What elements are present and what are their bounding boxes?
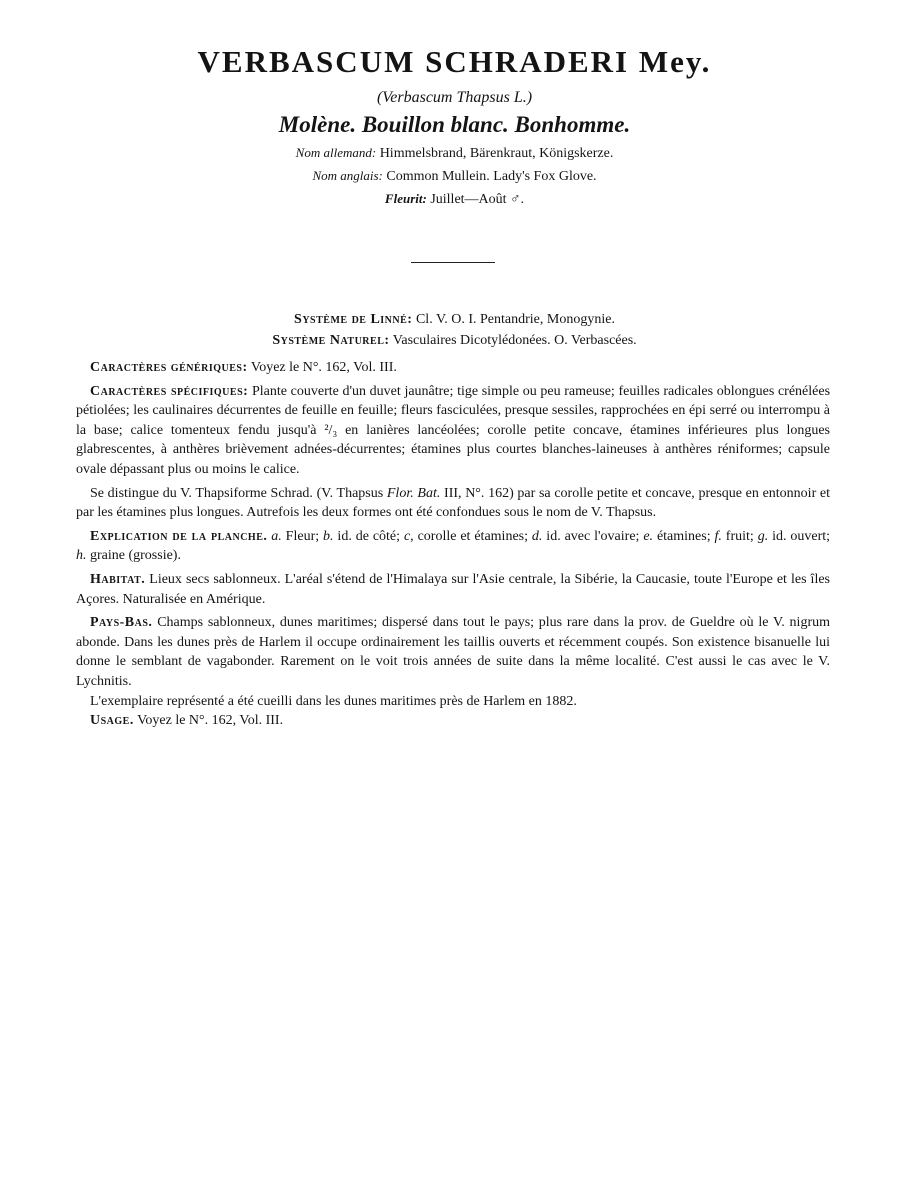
usage-paragraph — [76, 711, 830, 731]
english-name-label: Nom anglais: — [312, 168, 383, 183]
distinction-text-before: Se distingue du V. Thapsiforme Schrad. (V. Thapsus — [90, 485, 384, 501]
german-name-label: Nom allemand: — [295, 145, 377, 160]
plate-item-letter: c, — [403, 528, 414, 544]
synonym: (Verbascum Thapsus L.) — [376, 89, 533, 106]
linne-label: Système de Linné: — [294, 312, 413, 327]
plate-explanation-label: Explication de la planche. — [90, 528, 268, 544]
plate-item — [532, 529, 643, 544]
usage-text: Voyez le N°. 162, Vol. III. — [137, 713, 284, 729]
linne-system-line — [0, 310, 909, 330]
plate-item — [271, 529, 323, 544]
specimen-paragraph — [76, 692, 830, 712]
plate-item — [715, 529, 758, 544]
species-title: VERBASCUM SCHRADERI Mey. — [197, 44, 712, 79]
common-names: Molène. Bouillon blanc. Bonhomme. — [278, 112, 631, 137]
plate-item-text: graine (grossie). — [86, 548, 181, 564]
habitat-label: Habitat. — [90, 571, 146, 587]
german-name-value: Himmelsbrand, Bärenkraut, Königskerze. — [379, 146, 614, 161]
specific-label: Caractères spécifiques: — [90, 383, 249, 399]
plate-item — [643, 529, 714, 544]
plate-item-letter: d. — [531, 528, 543, 544]
plate-item — [404, 529, 532, 544]
specific-text: Plante couverte d'un duvet jaunâtre; tige simple ou peu rameuse; feuilles radicales oblongues crénélées pétiolées; les caulinaires décurrentes de feuille en feuille; fleurs fasciculées, presque sessiles, rapprochées en épi serré ou interrompu à la base; calice tomenteux fendu jusqu'à ²/₃ en lanières lancéolées; corolle petite concave, étamines inférieures plus longues glabrescentes, à anthères brièvement adnées-décurrentes; étamines plus courtes blanches-laineuses à anthères réniformes; capsule ovale dépassant plus ou moins le calice. — [76, 383, 831, 477]
plate-item-text: id. avec l'ovaire; — [542, 528, 644, 544]
plate-item-text: fruit; — [721, 528, 758, 544]
netherlands-text: Champs sablonneux, dunes maritimes; dispersé dans tout le pays; plus rare dans la prov. de Gueldre où le V. nigrum abonde. Dans les dunes près de Harlem il occupe ordinairement les taillis ouverts et récemment coupés. Son existence bisanuelle lui donne le semblant de vagabonder. Rarement on le voit trois années de suite dans la même localité. C'est aussi le cas avec le V. Lychnitis. — [76, 615, 830, 689]
plate-explanation — [76, 527, 830, 566]
distinction-reference: Flor. Bat. — [386, 485, 441, 501]
plate-item-text: Fleur; — [281, 528, 324, 544]
flowering-label: Fleurit: — [384, 191, 427, 206]
flowering-line — [0, 189, 909, 210]
plate-item-letter: f. — [714, 528, 722, 544]
habitat-text: Lieux secs sablonneux. L'aréal s'étend de l'Himalaya sur l'Asie centrale, la Sibérie, la Caucasie, toute l'Europe et les îles Açores. Naturalisée en Amérique. — [76, 571, 830, 607]
description-body — [76, 358, 830, 731]
habitat-paragraph — [76, 570, 830, 609]
german-name-line — [0, 143, 909, 164]
plate-item-text: corolle et étamines; — [413, 528, 532, 544]
natural-value: Vasculaires Dicotylédonées. O. Verbascées. — [392, 333, 637, 348]
specific-characters — [76, 382, 830, 480]
plate-item — [323, 529, 404, 544]
generic-text: Voyez le N°. 162, Vol. III. — [250, 360, 397, 375]
usage-label: Usage. — [90, 713, 134, 729]
generic-characters — [76, 358, 830, 378]
plate-item-text: étamines; — [653, 528, 715, 544]
plate-item-letter: e. — [643, 528, 654, 544]
distinction-paragraph — [76, 484, 830, 523]
plate-item-letter: h. — [76, 548, 87, 564]
plate-item — [76, 548, 181, 563]
plate-item-letter: a. — [271, 528, 282, 544]
natural-system-line — [0, 331, 909, 351]
generic-label: Caractères génériques: — [90, 360, 248, 375]
plate-item-letter: g. — [757, 528, 769, 544]
plate-item-text: id. de côté; — [333, 528, 404, 544]
netherlands-paragraph — [76, 613, 830, 691]
linne-value: Cl. V. O. I. Pentandrie, Monogynie. — [415, 312, 615, 327]
plate-item-text: id. ouvert; — [768, 528, 831, 544]
distinction-text-after: III, N°. 162) par sa corolle petite et concave, presque en entonnoir et par les étamines plus longues. Autrefois les deux formes ont été confondues sous le nom de V. Thapsus. — [76, 485, 831, 521]
english-name-line — [0, 166, 909, 187]
flowering-value: Juillet—Août ♂. — [430, 192, 525, 207]
plate-item — [758, 529, 830, 544]
plate-item-letter: b. — [323, 528, 334, 544]
netherlands-label: Pays-Bas. — [90, 615, 153, 631]
english-name-value: Common Mullein. Lady's Fox Glove. — [386, 169, 597, 184]
section-divider — [411, 262, 495, 263]
specimen-text: L'exemplaire représenté a été cueilli dans les dunes maritimes près de Harlem en 1882. — [90, 693, 577, 709]
natural-label: Système Naturel: — [272, 333, 390, 348]
